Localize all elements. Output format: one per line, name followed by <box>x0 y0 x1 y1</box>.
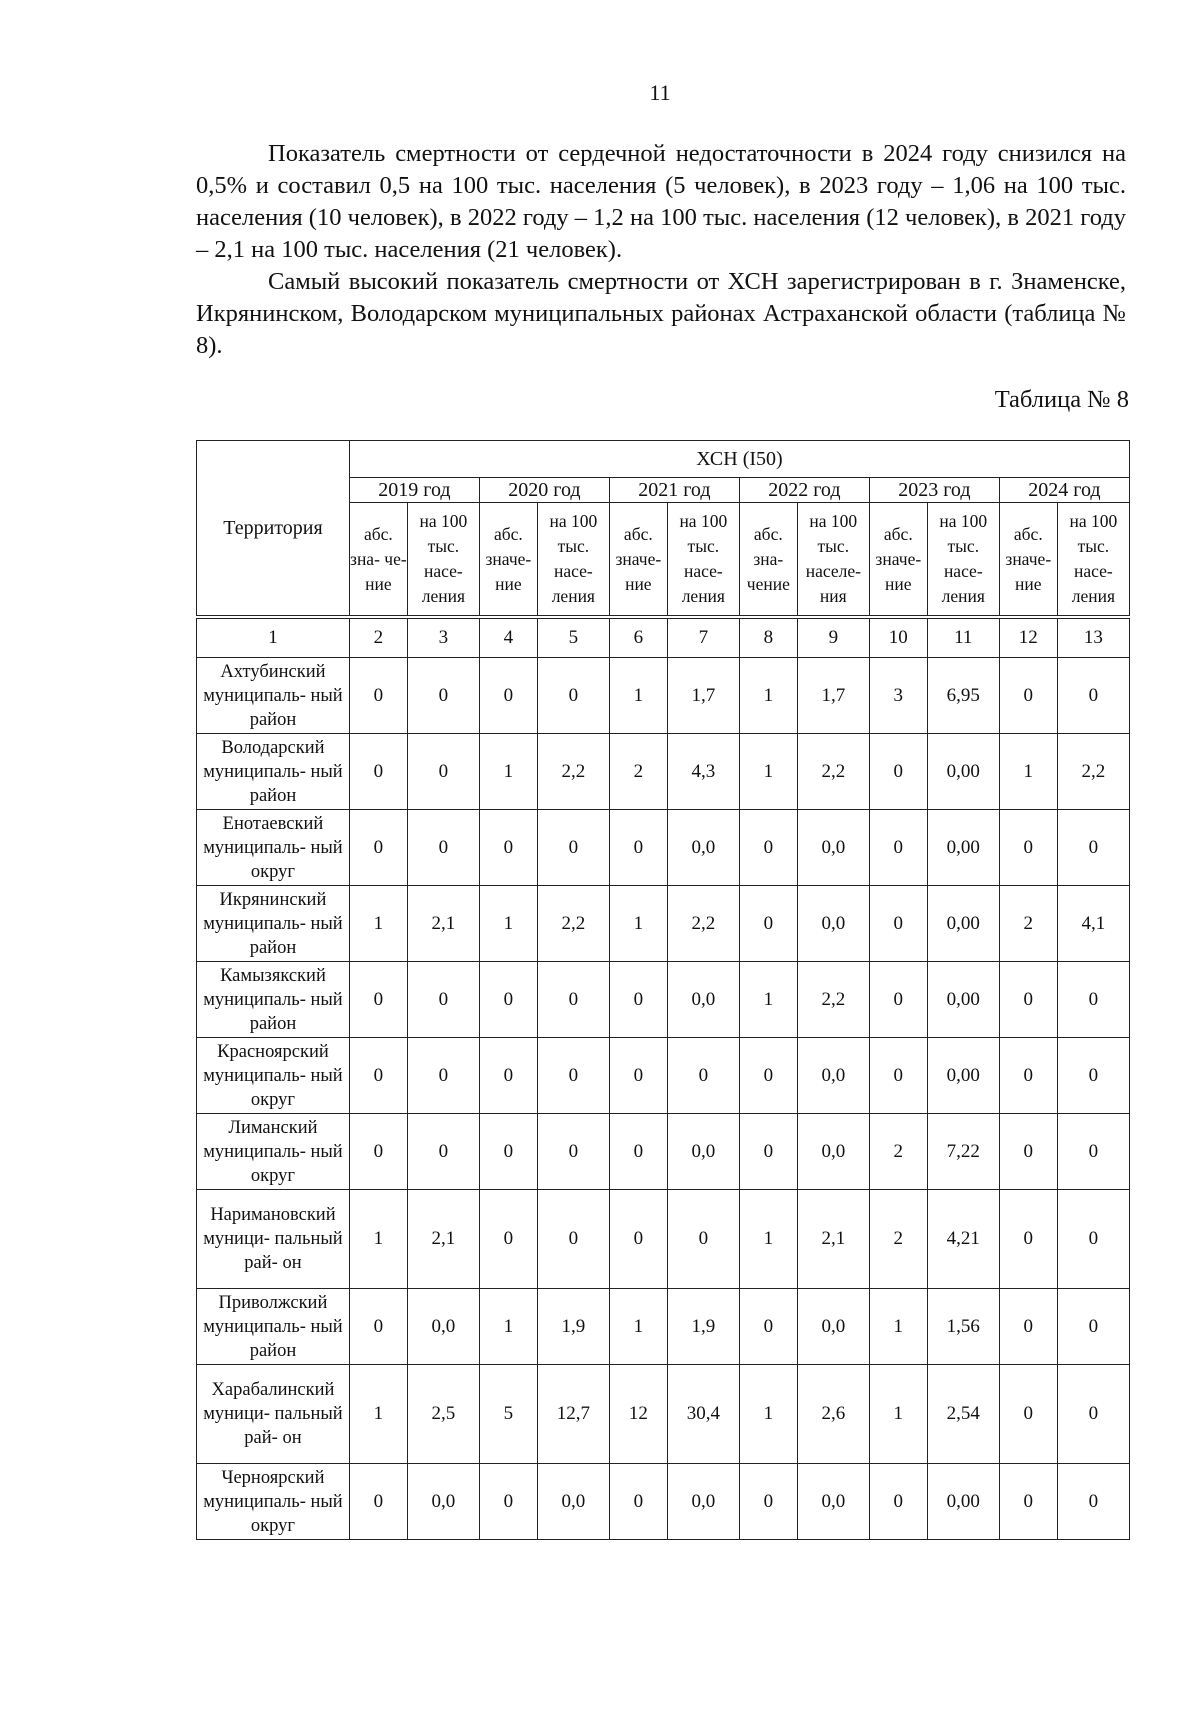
table-row <box>197 1365 1130 1464</box>
value-cell: 2,1 <box>407 886 479 962</box>
value-cell: 0 <box>479 1190 537 1289</box>
table-caption: Таблица № 8 <box>994 386 1129 413</box>
value-cell: 0 <box>739 1464 797 1540</box>
value-cell: 0 <box>869 962 927 1038</box>
territory-header: Территория <box>197 441 350 618</box>
value-cell: 0 <box>667 1190 739 1289</box>
value-cell: 0 <box>999 810 1057 886</box>
sub-header: на 100 тыс. насе- ления <box>407 503 479 618</box>
value-cell: 0 <box>739 1289 797 1365</box>
value-cell: 0 <box>609 1038 667 1114</box>
value-cell: 3 <box>869 658 927 734</box>
value-cell: 0 <box>1057 658 1129 734</box>
value-cell: 0,0 <box>797 810 869 886</box>
value-cell: 0 <box>739 810 797 886</box>
value-cell: 0 <box>999 1114 1057 1190</box>
value-cell: 0 <box>609 1114 667 1190</box>
value-cell: 0,00 <box>927 1464 999 1540</box>
table-row <box>197 886 1130 962</box>
year-header: 2019 год <box>349 478 479 503</box>
value-cell: 1 <box>609 658 667 734</box>
column-number: 7 <box>667 617 739 658</box>
value-cell: 2,2 <box>537 886 609 962</box>
value-cell: 0,00 <box>927 1038 999 1114</box>
value-cell: 0,0 <box>667 1464 739 1540</box>
value-cell: 2 <box>869 1114 927 1190</box>
column-number: 5 <box>537 617 609 658</box>
value-cell: 0,00 <box>927 962 999 1038</box>
value-cell: 0 <box>999 658 1057 734</box>
table-row <box>197 810 1130 886</box>
value-cell: 0 <box>349 1114 407 1190</box>
column-number: 13 <box>1057 617 1129 658</box>
value-cell: 1,9 <box>537 1289 609 1365</box>
table-row <box>197 1289 1130 1365</box>
value-cell: 0 <box>479 1114 537 1190</box>
value-cell: 2,2 <box>1057 734 1129 810</box>
value-cell: 2,2 <box>537 734 609 810</box>
value-cell: 0 <box>537 1114 609 1190</box>
year-header: 2023 год <box>869 478 999 503</box>
value-cell: 4,21 <box>927 1190 999 1289</box>
value-cell: 0 <box>1057 1289 1129 1365</box>
value-cell: 1 <box>739 734 797 810</box>
value-cell: 1 <box>739 1190 797 1289</box>
value-cell: 0,0 <box>797 1114 869 1190</box>
value-cell: 1 <box>739 658 797 734</box>
value-cell: 0 <box>349 734 407 810</box>
value-cell: 0 <box>999 1038 1057 1114</box>
value-cell: 1,7 <box>797 658 869 734</box>
value-cell: 0 <box>609 1190 667 1289</box>
table-row <box>197 1038 1130 1114</box>
year-header: 2022 год <box>739 478 869 503</box>
table-row <box>197 1464 1130 1540</box>
value-cell: 2,6 <box>797 1365 869 1464</box>
territory-cell: Володарский муниципаль- ный район <box>197 734 350 810</box>
value-cell: 1 <box>739 962 797 1038</box>
value-cell: 1,9 <box>667 1289 739 1365</box>
sub-header: на 100 тыс. насе- ления <box>927 503 999 618</box>
value-cell: 0 <box>869 1464 927 1540</box>
value-cell: 0 <box>1057 1190 1129 1289</box>
column-number: 1 <box>197 617 350 658</box>
value-cell: 1,7 <box>667 658 739 734</box>
value-cell: 0 <box>1057 810 1129 886</box>
value-cell: 0,00 <box>927 886 999 962</box>
value-cell: 6,95 <box>927 658 999 734</box>
value-cell: 0 <box>999 1365 1057 1464</box>
value-cell: 0 <box>999 1190 1057 1289</box>
column-number: 4 <box>479 617 537 658</box>
value-cell: 0 <box>537 1038 609 1114</box>
value-cell: 0 <box>407 658 479 734</box>
value-cell: 2,2 <box>797 962 869 1038</box>
value-cell: 0 <box>537 658 609 734</box>
value-cell: 1 <box>609 886 667 962</box>
value-cell: 0 <box>349 658 407 734</box>
value-cell: 0 <box>349 962 407 1038</box>
value-cell: 0 <box>1057 1114 1129 1190</box>
territory-cell: Ахтубинский муниципаль- ный район <box>197 658 350 734</box>
territory-cell: Енотаевский муниципаль- ный округ <box>197 810 350 886</box>
table-row <box>197 962 1130 1038</box>
page-number: 11 <box>649 80 671 105</box>
value-cell: 0,0 <box>797 1289 869 1365</box>
value-cell: 1 <box>869 1365 927 1464</box>
sub-header: абс. значе- ние <box>479 503 537 618</box>
value-cell: 12,7 <box>537 1365 609 1464</box>
table-row <box>197 1190 1130 1289</box>
value-cell: 0 <box>349 810 407 886</box>
value-cell: 0 <box>999 1464 1057 1540</box>
sub-header: абс. зна- че- ние <box>349 503 407 618</box>
value-cell: 0 <box>869 1038 927 1114</box>
value-cell: 1 <box>869 1289 927 1365</box>
table-row <box>197 658 1130 734</box>
value-cell: 0 <box>869 886 927 962</box>
value-cell: 12 <box>609 1365 667 1464</box>
value-cell: 5 <box>479 1365 537 1464</box>
sub-header: на 100 тыс. насе- ления <box>667 503 739 618</box>
value-cell: 4,1 <box>1057 886 1129 962</box>
value-cell: 0 <box>739 1038 797 1114</box>
value-cell: 0 <box>1057 1038 1129 1114</box>
territory-cell: Наримановский муници- пальный рай- он <box>197 1190 350 1289</box>
column-number: 11 <box>927 617 999 658</box>
value-cell: 0,0 <box>407 1289 479 1365</box>
value-cell: 0 <box>537 962 609 1038</box>
column-number: 12 <box>999 617 1057 658</box>
value-cell: 0 <box>609 1464 667 1540</box>
value-cell: 0,0 <box>797 886 869 962</box>
value-cell: 0 <box>479 1038 537 1114</box>
column-number: 6 <box>609 617 667 658</box>
value-cell: 2,5 <box>407 1365 479 1464</box>
value-cell: 0 <box>479 810 537 886</box>
column-number: 10 <box>869 617 927 658</box>
value-cell: 0 <box>407 962 479 1038</box>
sub-header: на 100 тыс. населе- ния <box>797 503 869 618</box>
value-cell: 0,0 <box>797 1038 869 1114</box>
value-cell: 1 <box>479 886 537 962</box>
territory-cell: Икрянинский муниципаль- ный район <box>197 886 350 962</box>
value-cell: 2,54 <box>927 1365 999 1464</box>
column-number: 9 <box>797 617 869 658</box>
territory-cell: Камызякский муниципаль- ный район <box>197 962 350 1038</box>
column-number: 8 <box>739 617 797 658</box>
territory-cell: Лиманский муниципаль- ный округ <box>197 1114 350 1190</box>
mortality-table <box>196 440 1130 1540</box>
value-cell: 0 <box>407 810 479 886</box>
territory-cell: Приволжский муниципаль- ный район <box>197 1289 350 1365</box>
value-cell: 0 <box>349 1289 407 1365</box>
value-cell: 0,0 <box>407 1464 479 1540</box>
value-cell: 2 <box>869 1190 927 1289</box>
territory-cell: Харабалинский муници- пальный рай- он <box>197 1365 350 1464</box>
value-cell: 0 <box>349 1464 407 1540</box>
sub-header: на 100 тыс. насе- ления <box>1057 503 1129 618</box>
value-cell: 0,0 <box>537 1464 609 1540</box>
value-cell: 2 <box>999 886 1057 962</box>
sub-header: абс. значе- ние <box>999 503 1057 618</box>
value-cell: 0,00 <box>927 734 999 810</box>
value-cell: 0 <box>609 962 667 1038</box>
sub-header: абс. значе- ние <box>869 503 927 618</box>
table-row <box>197 734 1130 810</box>
value-cell: 0 <box>479 658 537 734</box>
value-cell: 1,56 <box>927 1289 999 1365</box>
value-cell: 1 <box>349 1190 407 1289</box>
value-cell: 0 <box>537 1190 609 1289</box>
value-cell: 2,1 <box>797 1190 869 1289</box>
value-cell: 0 <box>1057 962 1129 1038</box>
value-cell: 0 <box>667 1038 739 1114</box>
column-number: 2 <box>349 617 407 658</box>
value-cell: 2,1 <box>407 1190 479 1289</box>
column-number-row <box>197 617 1130 658</box>
value-cell: 1 <box>349 886 407 962</box>
value-cell: 0,0 <box>667 1114 739 1190</box>
value-cell: 30,4 <box>667 1365 739 1464</box>
value-cell: 7,22 <box>927 1114 999 1190</box>
value-cell: 0 <box>739 1114 797 1190</box>
value-cell: 0,0 <box>667 810 739 886</box>
value-cell: 0 <box>869 810 927 886</box>
year-header: 2020 год <box>479 478 609 503</box>
paragraph-highest-mortality: Самый высокий показатель смертности от ХСН зарегистрирован в г. Знаменске, Икрянинском, Володарском муниципальных районах Астраханской области (таблица № 8). <box>196 268 1126 359</box>
value-cell: 0 <box>609 810 667 886</box>
sub-header: абс. значе- ние <box>609 503 667 618</box>
group-header: ХСН (I50) <box>349 441 1129 478</box>
value-cell: 0,0 <box>667 962 739 1038</box>
value-cell: 0 <box>999 1289 1057 1365</box>
value-cell: 0 <box>407 1114 479 1190</box>
value-cell: 0 <box>407 734 479 810</box>
value-cell: 4,3 <box>667 734 739 810</box>
value-cell: 2 <box>609 734 667 810</box>
year-header: 2021 год <box>609 478 739 503</box>
value-cell: 1 <box>479 1289 537 1365</box>
territory-cell: Черноярский муниципаль- ный округ <box>197 1464 350 1540</box>
table-row <box>197 1114 1130 1190</box>
value-cell: 1 <box>349 1365 407 1464</box>
value-cell: 0 <box>349 1038 407 1114</box>
value-cell: 0 <box>1057 1464 1129 1540</box>
value-cell: 0 <box>479 1464 537 1540</box>
paragraph-heart-failure-mortality: Показатель смертности от сердечной недостаточности в 2024 году снизился на 0,5% и составил 0,5 на 100 тыс. населения (5 человек), в 2023 году – 1,06 на 100 тыс. населения (10 человек), в 2022 году – 1,2 на 100 тыс. населения (12 человек), в 2021 году – 2,1 на 100 тыс. населения (21 человек). <box>196 140 1126 263</box>
value-cell: 0,00 <box>927 810 999 886</box>
value-cell: 0 <box>999 962 1057 1038</box>
territory-cell: Красноярский муниципаль- ный округ <box>197 1038 350 1114</box>
sub-header: на 100 тыс. насе- ления <box>537 503 609 618</box>
value-cell: 1 <box>999 734 1057 810</box>
value-cell: 0 <box>537 810 609 886</box>
value-cell: 0 <box>407 1038 479 1114</box>
value-cell: 2,2 <box>667 886 739 962</box>
column-number: 3 <box>407 617 479 658</box>
year-header: 2024 год <box>999 478 1129 503</box>
sub-header: абс. зна- чение <box>739 503 797 618</box>
value-cell: 2,2 <box>797 734 869 810</box>
value-cell: 0 <box>1057 1365 1129 1464</box>
value-cell: 0,0 <box>797 1464 869 1540</box>
value-cell: 1 <box>479 734 537 810</box>
value-cell: 1 <box>609 1289 667 1365</box>
value-cell: 0 <box>479 962 537 1038</box>
value-cell: 1 <box>739 1365 797 1464</box>
value-cell: 0 <box>869 734 927 810</box>
value-cell: 0 <box>739 886 797 962</box>
